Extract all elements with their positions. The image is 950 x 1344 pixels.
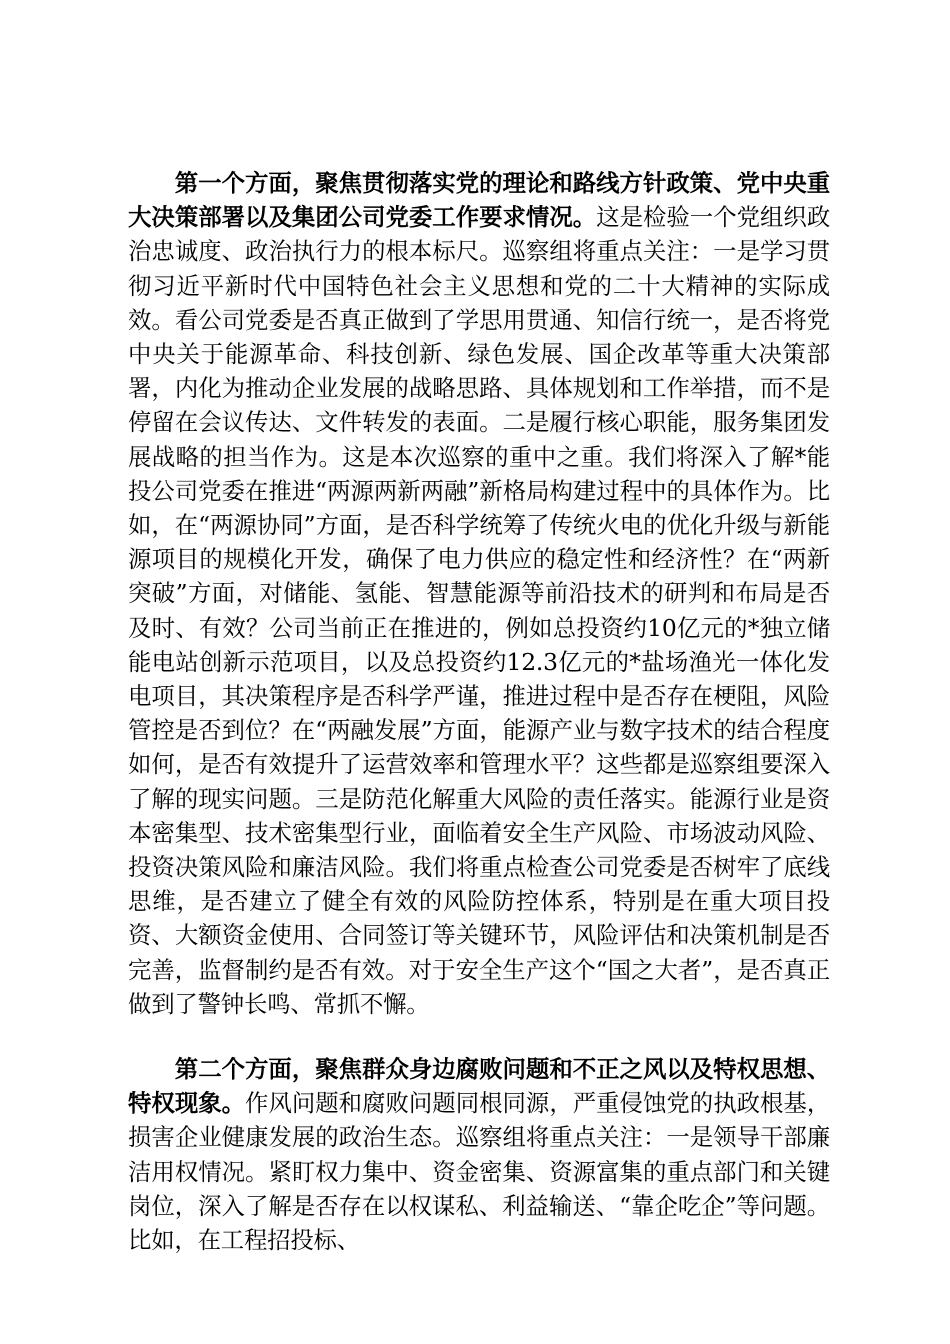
paragraph-aspect-one	[128, 166, 830, 1021]
document-page	[128, 166, 830, 1257]
paragraph-body: 作风问题和腐败问题同根同源，严重侵蚀党的执政根基，损害企业健康发展的政治生态。巡察组将重点关注：一是领导干部廉洁用权情况。紧盯权力集中、资金密集、资源富集的重点部门和关键岗位，深入了解是否存在以权谋私、利益输送、“靠企吃企”等问题。比如，在工程招投标、	[128, 1089, 831, 1255]
paragraph-heading: 第一个方面，聚焦贯彻落实党的理论和路线方针政策、党中央重大决策部署以及集团公司党委工作要求情况。	[128, 169, 830, 232]
paragraph-body: 这是检验一个党组织政治忠诚度、政治执行力的根本标尺。巡察组将重点关注：一是学习贯彻习近平新时代中国特色社会主义思想和党的二十大精神的实际成效。看公司党委是否真正做到了学思用贯通、知信行统一，是否将党中央关于能源革命、科技创新、绿色发展、国企改革等重大决策部署，内化为推动企业发展的战略思路、具体规划和工作举措，而不是停留在会议传达、文件转发的表面。二是履行核心职能，服务集团发展战略的担当作为。这是本次巡察的重中之重。我们将深入了解*能投公司党委在推进“两源两新两融”新格局构建过程中的具体作为。比如，在“两源协同”方面，是否科学统筹了传统火电的优化升级与新能源项目的规模化开发，确保了电力供应的稳定性和经济性？在“两新突破”方面，对储能、氢能、智慧能源等前沿技术的研判和布局是否及时、有效？公司当前正在推进的，例如总投资约10亿元的*独立储能电站创新示范项目，以及总投资约12.3亿元的*盐场渔光一体化发电项目，其决策程序是否科学严谨，推进过程中是否存在梗阻，风险管控是否到位？在“两融发展”方面，能源产业与数字技术的结合程度如何，是否有效提升了运营效率和管理水平？这些都是巡察组要深入了解的现实问题。三是防范化解重大风险的责任落实。能源行业是资本密集型、技术密集型行业，面临着安全生产风险、市场波动风险、投资决策风险和廉洁风险。我们将重点检查公司党委是否树牢了底线思维，是否建立了健全有效的风险防控体系，特别是在重大项目投资、大额资金使用、合同签订等关键环节，风险评估和决策机制是否完善，监督制约是否有效。对于安全生产这个“国之大者”，是否真正做到了警钟长鸣、常抓不懈。	[128, 203, 831, 1018]
paragraph-heading: 第二个方面，聚焦群众身边腐败问题和不正之风以及特权思想、特权现象。	[128, 1055, 830, 1118]
paragraph-aspect-two	[128, 1052, 830, 1257]
